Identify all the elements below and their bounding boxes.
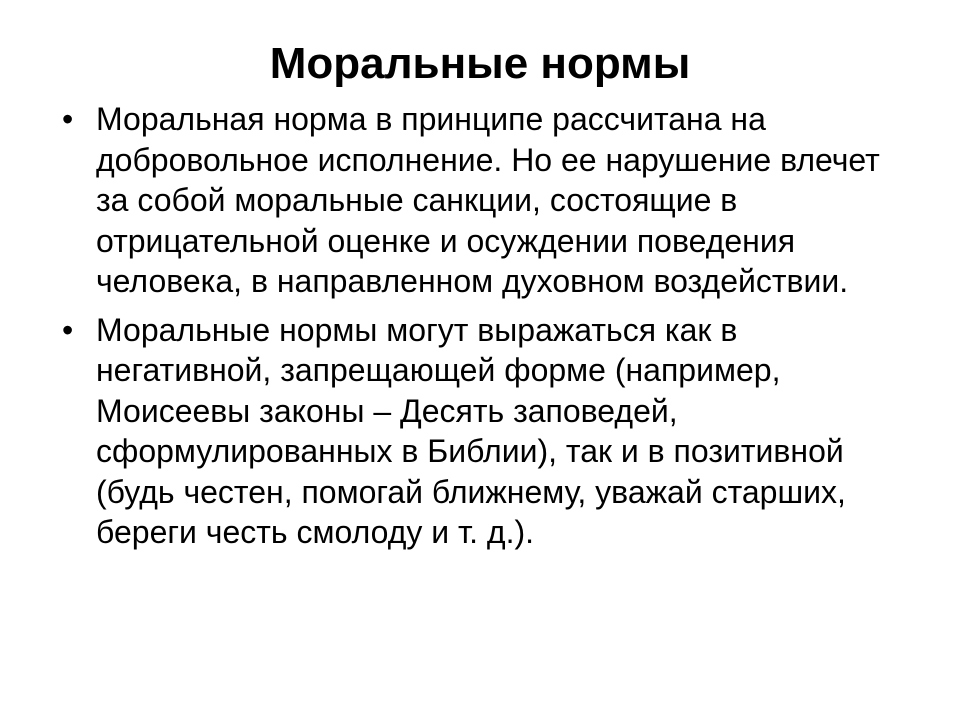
bullet-item-2 xyxy=(60,310,900,553)
bullet-item-1 xyxy=(60,99,900,302)
bullet-icon: • xyxy=(62,311,74,348)
bullet-text: Моральная норма в принципе рассчитана на добровольное исполнение. Но ее нарушение влечет за собой моральные санкции, состоящие в отрицательной оценке и осуждении поведения человека, в направленном духовном воздействии. xyxy=(96,101,880,299)
bullet-text: Моральные нормы могут выражаться как в негативной, запрещающей форме (например, Моисеевы законы – Десять заповедей, сформулированных в Библии), так и в позитивной (будь честен, помогай ближнему, уважай старших, береги честь смолоду и т. д.). xyxy=(96,311,846,550)
slide-title: Моральные нормы xyxy=(269,39,691,88)
bullet-list xyxy=(60,99,900,561)
bullet-icon: • xyxy=(62,101,74,137)
